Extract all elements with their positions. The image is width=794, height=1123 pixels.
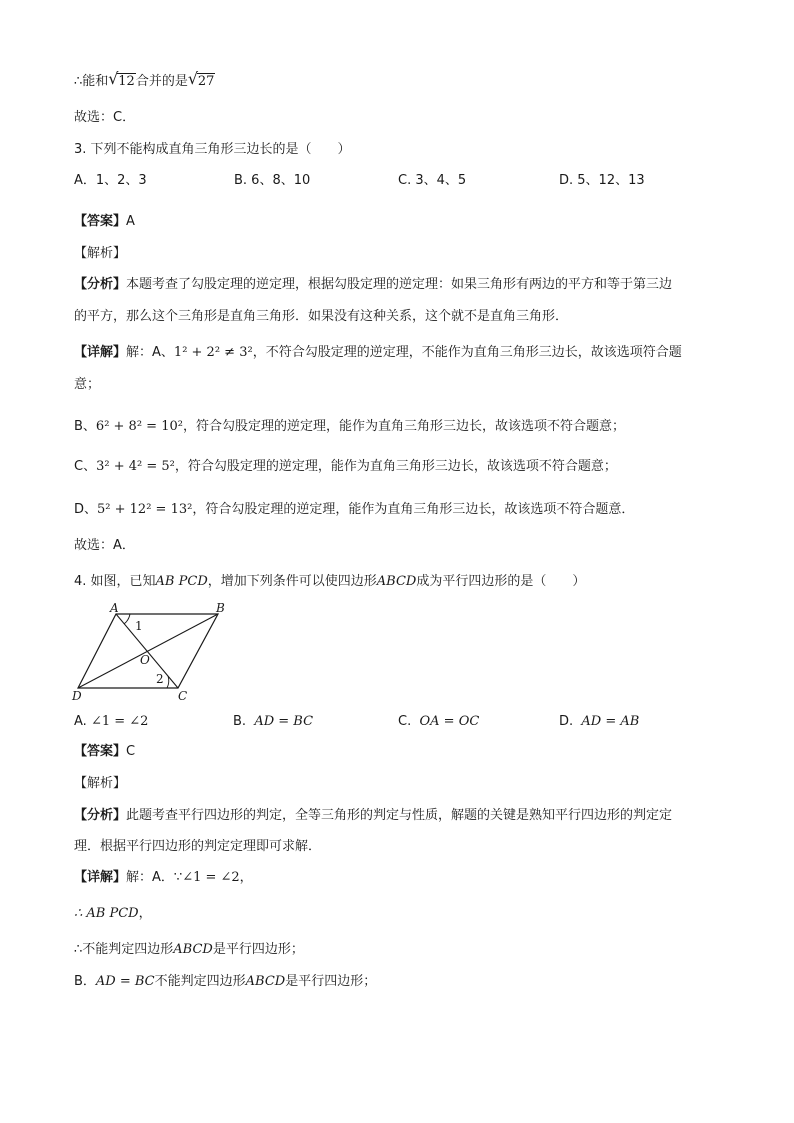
q3-answer [74, 213, 135, 231]
q3-option-d: D. 5、12、13 [559, 173, 645, 188]
detail-tag: 【详解】 [74, 870, 127, 885]
not-suffix: 是平行四边形； [212, 942, 304, 957]
q4-option-d-letter: D. [559, 714, 574, 729]
prev-conclusion-middle: 合并的是 [135, 74, 188, 89]
q3-choose: 故选：A． [74, 538, 135, 553]
label-angle-2: 2 [156, 672, 164, 686]
fenxi-text: 此题考查平行四边形的判定，全等三角形的判定与性质，解题的关键是熟知平行四边形的判定定 [126, 808, 673, 823]
therefore-suffix: ， [138, 906, 152, 921]
prev-conclusion [74, 69, 215, 91]
fenxi-tag: 【分析】 [74, 808, 127, 823]
not-prefix: ∴不能判定四边形 [74, 942, 174, 957]
q4-stem-math1: AB PCD [155, 574, 208, 589]
detail-a-prefix: 解：A．∵ [126, 870, 183, 885]
sqrt-12 [108, 69, 136, 91]
q3-fenxi-line2: 的平方，那么这个三角形是直角三角形．如果没有这种关系，这个就不是直角三角形． [74, 309, 569, 324]
q3-detail-b [74, 418, 625, 436]
q4-option-b-math: AD = BC [254, 714, 314, 729]
q3-analysis-tag: 【解析】 [74, 246, 127, 261]
diagonal-bd [78, 614, 218, 688]
detail-d-math: 5² + 12² = 13² [97, 502, 193, 517]
detail-c-math: 3² + 4² = 5² [96, 459, 175, 474]
fenxi-tag: 【分析】 [74, 277, 127, 292]
not-math: ABCD [173, 942, 213, 957]
q4-option-c-math: OA = OC [419, 714, 480, 729]
q3-fenxi-line1 [74, 276, 672, 294]
q4-stem-b: ，增加下列条件可以使四边形 [207, 574, 377, 589]
answer-tag: 【答案】 [74, 744, 127, 759]
label-o: O [140, 653, 150, 667]
q4-not-parallelogram [74, 941, 304, 959]
answer-value: C [126, 744, 136, 759]
answer-tag: 【答案】 [74, 214, 127, 229]
detail-d-prefix: D、 [74, 502, 98, 517]
q4-stem-c: 成为平行四边形的是（ ） [416, 574, 586, 589]
radicand-12: 12 [118, 74, 135, 89]
q3-detail-a-cont: 意； [74, 377, 101, 392]
label-a: A [110, 601, 119, 615]
q4-option-a-letter: A. [74, 714, 87, 729]
q4-stem-math2: ABCD [376, 574, 417, 589]
q4-option-b-letter: B. [233, 714, 247, 729]
detail-a-math: 1² + 2² ≠ 3² [173, 345, 253, 360]
fenxi-text: 本题考查了勾股定理的逆定理，根据勾股定理的逆定理：如果三角形有两边的平方和等于第三边 [126, 277, 673, 292]
q4-stem-a: 4. 如图，已知 [74, 574, 156, 589]
q4-therefore [74, 905, 152, 923]
q4-option-b [233, 713, 313, 731]
radical-sign-icon: √ [187, 69, 199, 88]
answer-value: A [126, 214, 135, 229]
q4-option-d [559, 713, 639, 731]
sqrt-27 [187, 69, 216, 91]
q3-option-a: A．1、2、3 [74, 173, 147, 188]
q4-option-d-math: AD = AB [581, 714, 640, 729]
q4-detail-a [74, 869, 253, 887]
angle-2-arc [167, 676, 169, 688]
label-angle-1: 1 [135, 619, 143, 633]
detail-b-suffix: 是平行四边形； [285, 974, 377, 989]
q4-fenxi-line2: 理．根据平行四边形的判定定理即可求解． [74, 839, 322, 854]
detail-c-text: ，符合勾股定理的逆定理，能作为直角三角形三边长，故该选项不符合题意； [174, 459, 617, 474]
q4-option-a-math: ∠1 = ∠2 [90, 714, 149, 729]
q3-detail-c [74, 458, 617, 476]
detail-tag: 【详解】 [74, 345, 127, 360]
q4-detail-b [74, 973, 376, 991]
detail-a-text: ，不符合勾股定理的逆定理，不能作为直角三角形三边长，故该选项符合题 [252, 345, 682, 360]
parallelogram-figure [70, 600, 230, 704]
label-d: D [72, 689, 82, 703]
q4-stem [74, 573, 585, 591]
detail-b-text: ，符合勾股定理的逆定理，能作为直角三角形三边长，故该选项不符合题意； [182, 419, 625, 434]
q4-option-a [74, 713, 148, 731]
radical-sign-icon: √ [108, 69, 119, 88]
prev-choose: 故选：C． [74, 110, 136, 125]
label-c: C [178, 689, 188, 703]
q3-option-b: B. 6、8、10 [234, 173, 311, 188]
detail-a-suffix: ， [239, 870, 253, 885]
q4-fenxi-line1 [74, 807, 672, 825]
detail-b-math: 6² + 8² = 10² [95, 419, 183, 434]
q4-answer [74, 743, 135, 761]
q3-stem: 3. 下列不能构成直角三角形三边长的是（ ） [74, 142, 351, 157]
q4-option-c [398, 713, 479, 731]
detail-b-prefix: B、 [74, 419, 96, 434]
detail-b-mid: 不能判定四边形 [154, 974, 246, 989]
q3-detail-a [74, 344, 682, 362]
label-b: B [216, 601, 225, 615]
detail-b-math: AD = BC [95, 974, 155, 989]
prev-conclusion-prefix: ∴能和 [74, 74, 109, 89]
q3-option-c: C. 3、4、5 [398, 173, 467, 188]
q4-option-c-letter: C. [398, 714, 412, 729]
detail-a-math: ∠1 = ∠2 [182, 870, 240, 885]
q4-analysis-tag: 【解析】 [74, 776, 127, 791]
detail-b-prefix: B． [74, 974, 96, 989]
detail-c-prefix: C、 [74, 459, 97, 474]
detail-a-prefix: 解：A、 [126, 345, 174, 360]
therefore-math: ∴ AB PCD [74, 906, 139, 921]
q3-detail-d [74, 501, 634, 519]
detail-b-math2: ABCD [245, 974, 286, 989]
detail-d-text: ，符合勾股定理的逆定理，能作为直角三角形三边长，故该选项不符合题意． [192, 502, 635, 517]
angle-1-arc [124, 614, 130, 624]
radicand-27: 27 [197, 74, 215, 89]
